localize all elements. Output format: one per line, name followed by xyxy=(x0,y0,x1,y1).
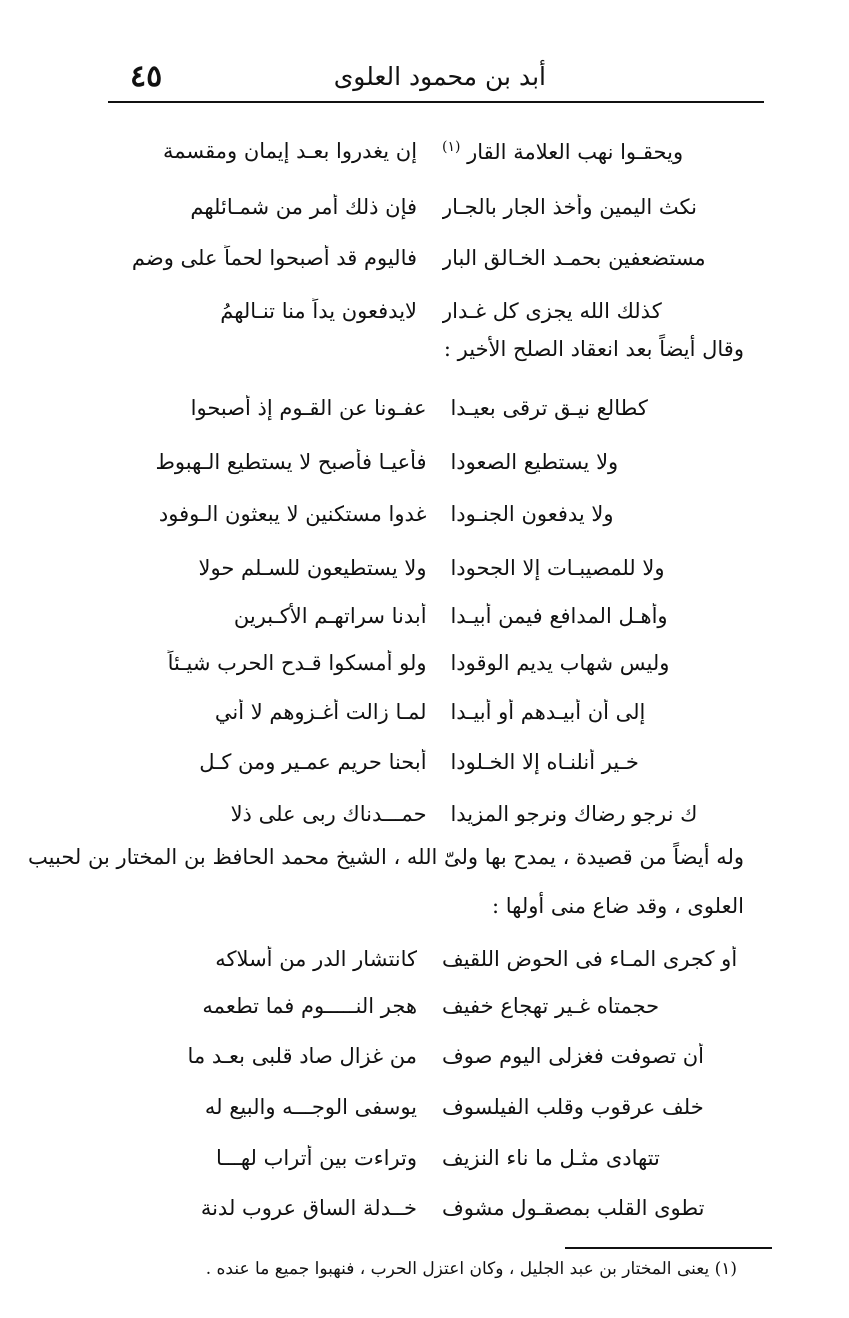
verse-first-hemistich: فإن ذلك أمر من شمـائلهم xyxy=(190,195,418,220)
poem-one-verse xyxy=(118,287,741,337)
verse-first-hemistich: يوسفى الوجـــه والبيع له xyxy=(204,1095,418,1120)
verse-second-hemistich: ك نرجو رضاك ونرجو المزيدا xyxy=(450,802,698,827)
verse-first-hemistich: من غزال صاد قلبى بعـد ما xyxy=(187,1044,418,1069)
verse-first-hemistich: وتراءت بين أتراب لهـــا xyxy=(215,1146,418,1171)
verse-second-hemistich xyxy=(442,138,741,166)
poem-three-verse xyxy=(118,982,741,1032)
verse-second-hemistich: كذلك الله يجزى كل غـدار xyxy=(441,299,662,324)
poem-three-verse xyxy=(118,935,741,985)
poem-three-verse xyxy=(118,1184,741,1234)
verse-second-hemistich: حجمتاه غـير تهجاع خفيف xyxy=(441,994,660,1019)
verse-second-hemistich: تطوى القلب بمصقـول مشوف xyxy=(441,1196,705,1221)
verse-second-hemistich: خلف عرقوب وقلب الفيلسوف xyxy=(441,1095,704,1120)
verse-second-hemistich: خـير أنلنـاه إلا الخـلودا xyxy=(450,750,639,775)
poem-three-verse xyxy=(118,1083,741,1133)
poem-two-verse xyxy=(140,639,737,689)
verse-first-hemistich: فاليوم قد أصبحوا لحماً على وضم xyxy=(131,246,418,271)
verse-first-hemistich: أبدنا سراتهـم الأكـبرين xyxy=(233,604,427,629)
poem-two-verse xyxy=(140,790,737,840)
verse-first-hemistich: كانتشار الدر من أسلاكه xyxy=(215,947,418,972)
footnote: (١) يعنى المختار بن عبد الجليل ، وكان اعتزل الحرب ، فنهبوا جميع ما عنده . xyxy=(205,1259,737,1279)
verse-first-hemistich: ولو أمسكوا قـدح الحرب شيـئاً xyxy=(167,651,427,676)
verse-first-hemistich: لمـا زالت أغـزوهم لا أني xyxy=(214,700,427,725)
verse-first-hemistich: ولا يستطيعون للسـلم حولا xyxy=(198,556,427,581)
verse-second-hemistich: ولا يستطيع الصعودا xyxy=(450,450,619,475)
verse-first-hemistich: لايدفعون يداً منا تنـالهمُ xyxy=(220,299,418,324)
verse-second-hemistich: أو كجرى المـاء فى الحوض اللقيف xyxy=(441,947,738,972)
page-header xyxy=(108,52,764,100)
poem-three-verse xyxy=(118,1032,741,1082)
header-rule xyxy=(108,101,764,103)
poem-three-verse xyxy=(118,1134,741,1184)
verse-second-hemistich: كطالع نيـق ترقى بعيـدا xyxy=(450,396,648,421)
section-heading: وقال أيضاً بعد انعقاد الصلح الأخير : xyxy=(443,337,744,361)
poem-two-verse xyxy=(140,688,737,738)
poem-two-verse xyxy=(140,384,737,434)
verse-first-hemistich: عفـونا عن القـوم إذ أصبحوا xyxy=(190,396,427,421)
page-number: ٤٥ xyxy=(130,58,163,94)
poem-one-verse xyxy=(118,183,741,233)
poem-two-verse xyxy=(140,738,737,788)
verse-second-hemistich: نكث اليمين وأخذ الجار بالجـار xyxy=(441,195,697,220)
verse-second-text: ويحقـوا نهب العلامة القار xyxy=(467,139,684,164)
verse-first-hemistich: فأعيـا فأصبح لا يستطيع الـهبوط xyxy=(155,450,427,475)
verse-first-hemistich: خــدلة الساق عروب لدنة xyxy=(200,1196,418,1221)
verse-first-hemistich: حمـــدناك ربى على ذلا xyxy=(230,802,427,827)
verse-second-hemistich: مستضعفين بحمـد الخـالق البار xyxy=(441,246,706,271)
poem-two-verse xyxy=(140,592,737,642)
section-heading: وله أيضاً من قصيدة ، يمدح بها ولىّ الله ، الشيخ محمد الحافظ بن المختار بن لحبيب xyxy=(28,845,744,869)
section-heading-continued: العلوى ، وقد ضاع منى أولها : xyxy=(491,894,744,918)
verse-first-hemistich: أبحنا حريم عمـير ومن كـل xyxy=(199,750,427,775)
footnote-rule xyxy=(565,1247,772,1249)
running-title: أبد بن محمود العلوى xyxy=(333,61,546,91)
poem-two-verse xyxy=(140,544,737,594)
poem-two-verse xyxy=(140,490,737,540)
verse-first-hemistich: إن يغدروا بعـد إيمان ومقسمة xyxy=(163,139,418,164)
poem-two-verse xyxy=(140,438,737,488)
verse-second-hemistich: أن تصوفت فغزلى اليوم صوف xyxy=(441,1044,705,1069)
poem-one-verse xyxy=(118,234,741,284)
poem-one-verse xyxy=(118,127,741,177)
verse-second-hemistich: تتهادى مثـل ما ناء النزيف xyxy=(441,1146,660,1171)
verse-first-hemistich: غدوا مستكنين لا يبعثون الـوفود xyxy=(158,502,427,527)
verse-second-hemistich: وليس شهاب يديم الوقودا xyxy=(450,651,670,676)
verse-second-hemistich: وأهـل المدافع فيمن أبيـدا xyxy=(450,604,668,629)
footnote-marker: (١) xyxy=(441,138,461,155)
verse-second-hemistich: ولا يدفعون الجنـودا xyxy=(450,502,614,527)
verse-second-hemistich: ولا للمصيبـات إلا الجحودا xyxy=(450,556,665,581)
verse-first-hemistich: هجر النـــــوم فما تطعمه xyxy=(202,994,418,1019)
verse-second-hemistich: إلى أن أبيـدهم أو أبيـدا xyxy=(450,700,646,725)
